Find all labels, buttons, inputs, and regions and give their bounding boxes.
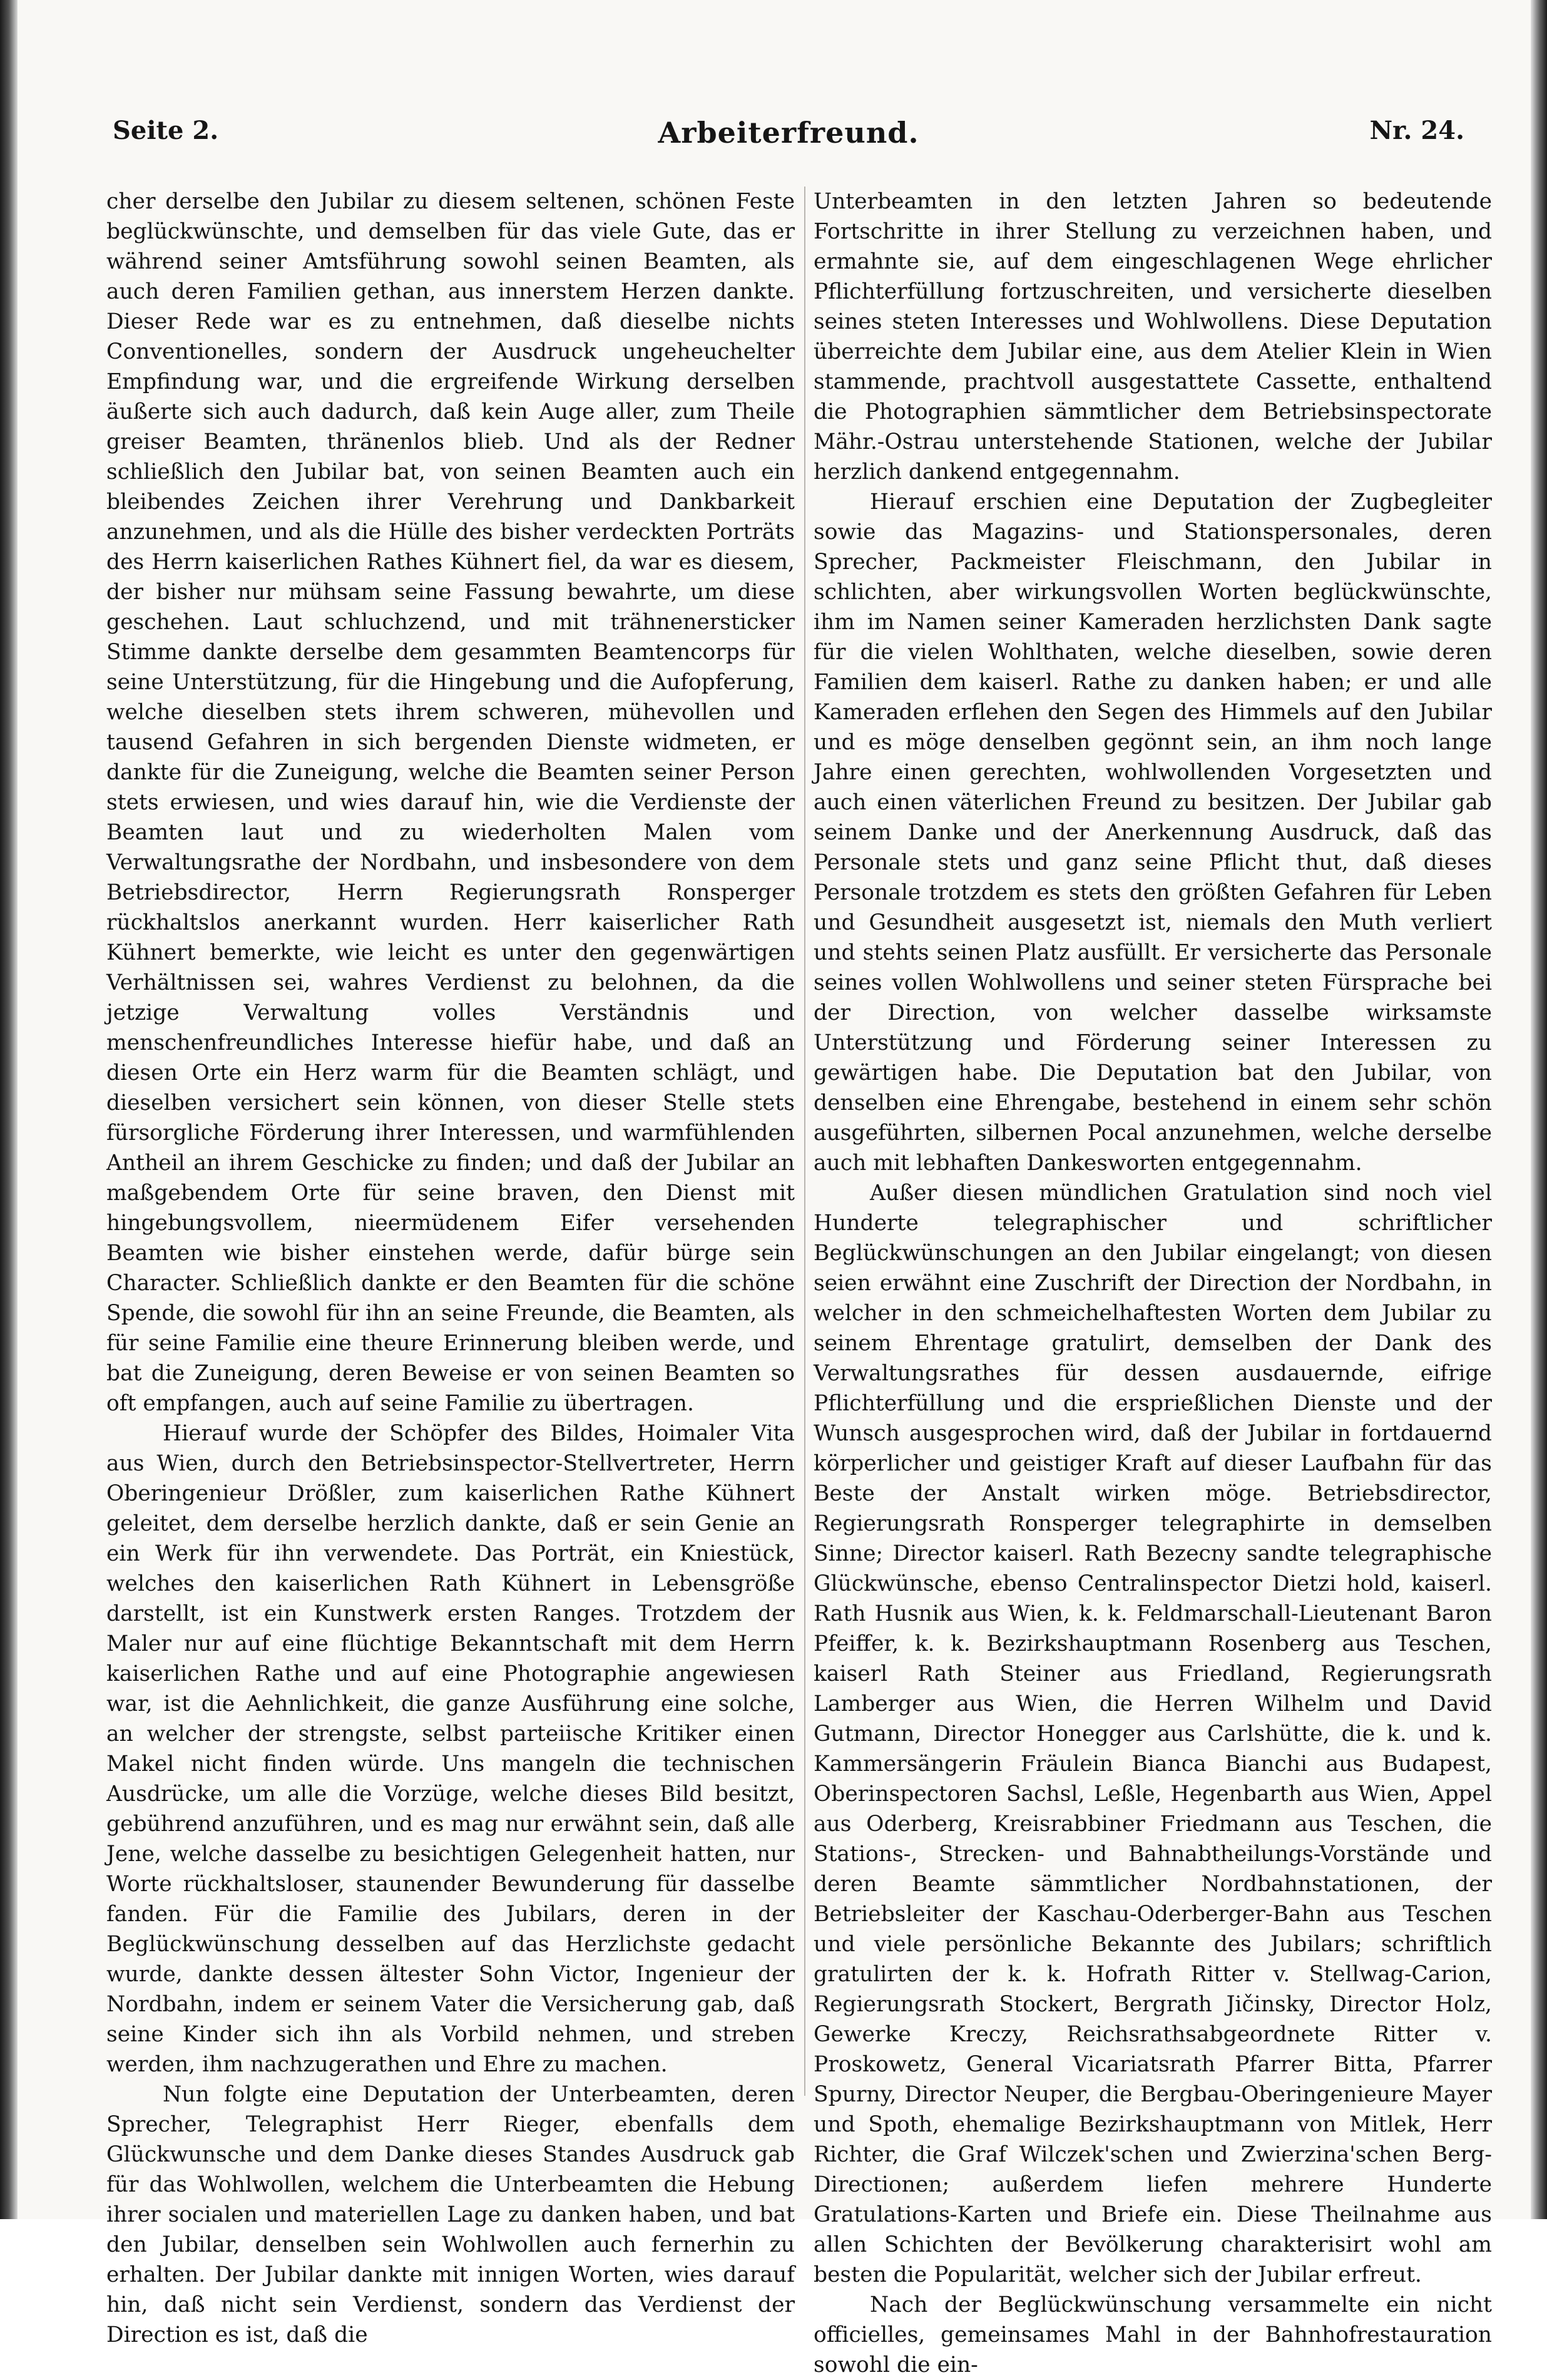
scan-border-left xyxy=(0,0,18,2219)
left-paragraph: Hierauf wurde der Schöpfer des Bildes, Hoimaler Vita aus Wien, durch den Betriebsinspector-Stellvertreter, Herrn Oberingenieur Drößler, zum kaiserlichen Rathe Kühnert geleitet, dem derselbe herzlich dankte, daß er sein Genie an ein Werk für ihn verwendete. Das Porträt, ein Kniestück, welches den kaiserlichen Rath Kühnert in Lebensgröße darstellt, ist ein Kunstwerk ersten Ranges. Trotzdem der Maler nur auf eine flüchtige Bekanntschaft mit dem Herrn kaiserlichen Rathe und auf eine Photographie angewiesen war, ist die Aehnlichkeit, die ganze Ausführung eine solche, an welcher der strengste, selbst parteiische Kritiker einen Makel nicht finden würde. Uns mangeln die technischen Ausdrücke, um alle die Vorzüge, welche dieses Bild besitzt, gebührend anzuführen, und es mag nur erwähnt sein, daß alle Jene, welche dasselbe zu besichtigen Gelegenheit hatten, nur Worte rückhaltsloser, staunender Bewunderung für dasselbe fanden. Für die Familie des Jubilars, deren in der Beglückwünschung desselben auf das Herzlichste gedacht wurde, dankte dessen ältester Sohn Victor, Ingenieur der Nordbahn, indem er seinem Vater die Versicherung gab, daß seine Kinder sich ihn als Vorbild nehmen, und streben werden, ihm nachzugerathen und Ehre zu machen. xyxy=(106,1421,795,2077)
right-paragraph: Außer diesen mündlichen Gratulation sind noch viel Hunderte telegraphischer und schriftlicher Beglückwünschungen an den Jubilar eingelangt; von diesen seien erwähnt eine Zuschrift der Direction der Nordbahn, in welcher in den schmeichelhaftesten Worten dem Jubilar zu seinem Ehrentage gratulirt, demselben der Dank des Verwaltungsrathes für dessen ausdauernde, eifrige Pflichterfüllung und die ersprießlichen Dienste und der Wunsch ausgesprochen wird, daß der Jubilar in fortdauernd körperlicher und geistiger Kraft auf dieser Laufbahn für das Beste der Anstalt wirken möge. Betriebsdirector, Regierungsrath Ronsperger telegraphirte in demselben Sinne; Director kaiserl. Rath Bezecny sandte telegraphische Glückwünsche, ebenso Centralinspector Dietzi hold, kaiserl. Rath Husnik aus Wien, k. k. Feldmarschall-Lieutenant Baron Pfeiffer, k. k. Bezirkshauptmann Rosenberg aus Teschen, kaiserl Rath Steiner aus Friedland, Regierungsrath Lamberger aus Wien, die Herren Wilhelm und David Gutmann, Director Honegger aus Carlshütte, die k. und k. Kammersängerin Fräulein Bianca Bianchi aus Budapest, Oberinspectoren Sachsl, Leßle, Hegenbarth aus Wien, Appel aus Oderberg, Kreisrabbiner Friedmann aus Teschen, die Stations-, Strecken- und Bahnabtheilungs-Vorstände und deren Beamte sämmtlicher Nordbahnstationen, der Betriebsleiter der Kaschau-Oderberger-Bahn aus Teschen und viele persönliche Bekannte des Jubilars; schriftlich gratulirten der k. k. Hofrath Ritter v. Stellwag-Carion, Regierungsrath Stockert, Bergrath Jičinsky, Director Holz, Gewerke Kreczy, Reichsrathsabgeordnete Ritter v. Proskowetz, General Vicariatsrath Pfarrer Bitta, Pfarrer Spurny, Director Neuper, die Bergbau-Oberingenieure Mayer und Spoth, ehemalige Bezirkshauptmann von Mitlek, Herr Richter, die Graf Wilczek'schen und Zwierzina'schen Berg-Directionen; außerdem liefen mehrere Hunderte Gratulations-Karten und Briefe ein. Diese Theilnahme aus allen Schichten der Bevölkerung charakterisirt wohl am besten die Popularität, welcher sich der Jubilar erfreut. xyxy=(814,1181,1492,2287)
left-paragraph: cher derselbe den Jubilar zu diesem seltenen, schönen Feste beglückwünschte, und demselben für das viele Gute, das er während seiner Amtsführung sowohl seinen Beamten, als auch deren Familien gethan, aus innerstem Herzen dankte. Dieser Rede war es zu entnehmen, daß dieselbe nichts Conventionelles, sondern der Ausdruck ungeheuchelter Empfindung war, und die ergreifende Wirkung derselben äußerte sich auch dadurch, daß kein Auge aller, zum Theile greiser Beamten, thränenlos blieb. Und als der Redner schließlich den Jubilar bat, von seinen Beamten auch ein bleibendes Zeichen ihrer Verehrung und Dankbarkeit anzunehmen, und als die Hülle des bisher verdeckten Porträts des Herrn kaiserlichen Rathes Kühnert fiel, da war es diesem, der bisher nur mühsam seine Fassung bewahrte, um diese geschehen. Laut schluchzend, und mit trähnenersticker Stimme dankte derselbe dem gesammten Beamtencorps für seine Unterstützung, für die Hingebung und die Aufopferung, welche dieselben stets ihrem schweren, mühevollen und tausend Gefahren in sich bergenden Dienste widmeten, er dankte für die Zuneigung, welche die Beamten seiner Person stets erwiesen, und wies darauf hin, wie die Verdienste der Beamten laut und zu wiederholten Malen vom Verwaltungsrathe der Nordbahn, und insbesondere von dem Betriebsdirector, Herrn Regierungsrath Ronsperger rückhaltslos anerkannt wurden. Herr kaiserlicher Rath Kühnert bemerkte, wie leicht es unter den gegenwärtigen Verhältnissen sei, wahres Verdienst zu belohnen, da die jetzige Verwaltung volles Verständnis und menschenfreundliches Interesse hiefür habe, und daß an diesen Orte ein Herz warm für die Beamten schlägt, und dieselben versichert sein können, von dieser Stelle stets fürsorgliche Förderung ihrer Interessen, und warmfühlenden Antheil an ihrem Geschicke zu finden; und daß der Jubilar an maßgebendem Orte für seine braven, den Dienst mit hingebungsvollem, nieermüdenem Eifer versehenden Beamten wie bisher einstehen werde, dafür bürge sein Character. Schließlich dankte er den Beamten für die schöne Spende, die sowohl für ihn an seine Freunde, die Beamten, als für seine Familie eine theure Erinnerung bleiben werde, und bat die Zuneigung, deren Beweise er von seinen Beamten so oft empfangen, auch auf seine Familie zu übertragen. xyxy=(106,189,795,1416)
right-paragraph: Unterbeamten in den letzten Jahren so bedeutende Fortschritte in ihrer Stellung zu verzeichnen haben, und ermahnte sie, auf dem eingeschlagenen Wege ehrlicher Pflichterfüllung fortzuschreiten, und versicherte dieselben seines steten Interesses und Wohlwollens. Diese Deputation überreichte dem Jubilar eine, aus dem Atelier Klein in Wien stammende, prachtvoll ausgestattete Cassette, enthaltend die Photographien sämmtlicher dem Betriebsinspectorate Mähr.-Ostrau unterstehende Stationen, welche der Jubilar herzlich dankend entgegennahm. xyxy=(814,189,1492,485)
issue-number: Nr. 24. xyxy=(1369,116,1464,145)
column-divider xyxy=(804,187,805,2096)
scan-border-right xyxy=(1531,0,1547,2219)
right-paragraph: Hierauf erschien eine Deputation der Zugbegleiter sowie das Magazins- und Stationspersonales, deren Sprecher, Packmeister Fleischmann, den Jubilar in schlichten, aber wirkungsvollen Worten beglückwünschte, ihm im Namen seiner Kameraden herzlichsten Dank sagte für die vielen Wohlthaten, welche dieselben, sowie deren Familien dem kaiserl. Rathe zu danken haben; er und alle Kameraden erflehen den Segen des Himmels auf den Jubilar und es möge denselben gegönnt sein, an ihm noch lange Jahre einen gerechten, wohlwollenden Vorgesetzten und auch einen väterlichen Freund zu besitzen. Der Jubilar gab seinem Danke und der Anerkennung Ausdruck, daß das Personale stets und ganz seine Pflicht thut, daß dieses Personale trotzdem es stets den größten Gefahren für Leben und Gesundheit ausgesetzt ist, niemals den Muth verliert und stehts seinen Platz ausfüllt. Er versicherte das Personale seines vollen Wohlwollens und seiner steten Fürsprache bei der Direction, von welcher dasselbe wirksamste Unterstützung und Förderung seiner Interessen zu gewärtigen habe. Die Deputation bat den Jubilar, von denselben eine Ehrengabe, bestehend in einem sehr schön ausgeführten, silbernen Pocal anzunehmen, welche derselbe auch mit lebhaften Dankesworten entgegennahm. xyxy=(814,490,1492,1176)
page-number: Seite 2. xyxy=(113,116,219,145)
newspaper-title: Arbeiterfreund. xyxy=(658,116,919,150)
left-paragraph: Nun folgte eine Deputation der Unterbeamten, deren Sprecher, Telegraphist Herr Rieger, ebenfalls dem Glückwunsche und dem Danke dieses Standes Ausdruck gab für das Wohlwollen, welchem die Unterbeamten die Hebung ihrer socialen und materiellen Lage zu danken haben, und bat den Jubilar, denselben sein Wohlwollen auch fernerhin zu erhalten. Der Jubilar dankte mit innigen Worten, wies darauf hin, daß nicht sein Verdienst, sondern das Verdienst der Direction es ist, daß die xyxy=(106,2082,795,2347)
right-column xyxy=(814,187,1492,2380)
page-header xyxy=(113,116,1464,160)
right-paragraph: Nach der Beglückwünschung versammelte ein nicht officielles, gemeinsames Mahl in der Bahnhofrestauration sowohl die ein- xyxy=(814,2292,1492,2377)
left-column xyxy=(106,187,795,2350)
